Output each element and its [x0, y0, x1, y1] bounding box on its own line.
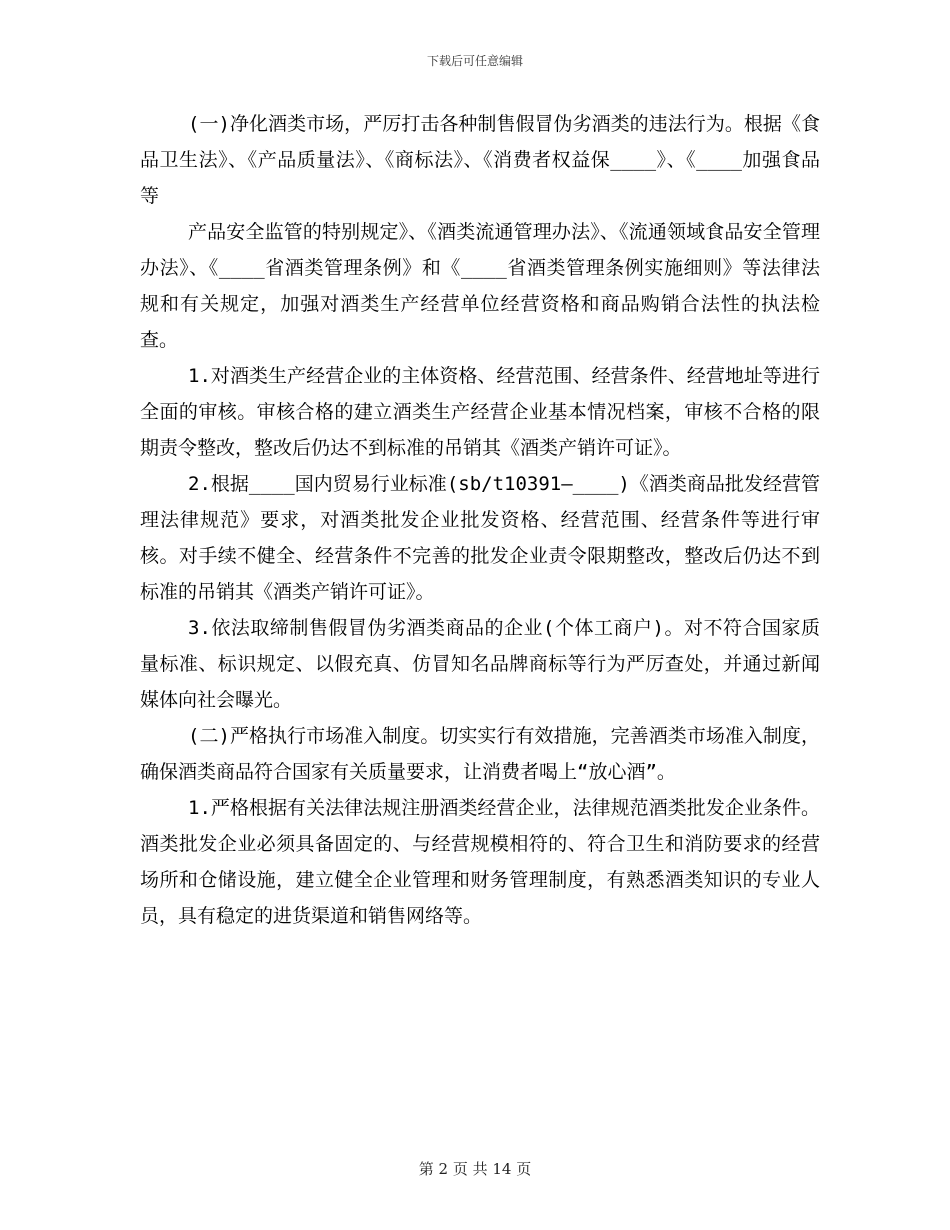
paragraph-1: (一)净化酒类市场，严厉打击各种制售假冒伪劣酒类的违法行为。根据《食品卫生法》、《产品质量法》、《商标法》、《消费者权益保____》、《____加强食品等: [140, 113, 820, 207]
paragraph-5: 3.依法取缔制售假冒伪劣酒类商品的企业(个体工商户)。对不符合国家质量标准、标识规定、以假充真、仿冒知名品牌商标等行为严厉查处，并通过新闻媒体向社会曝光。: [140, 617, 820, 711]
page-number: 第 2 页 共 14 页: [418, 1160, 532, 1178]
document-body: [140, 106, 820, 934]
paragraph-7: 1.严格根据有关法律法规注册酒类经营企业，法律规范酒类批发企业条件。酒类批发企业必须具备固定的、与经营规模相符的、符合卫生和消防要求的经营场所和仓储设施，建立健全企业管理和财务管理制度，有熟悉酒类知识的专业人员，具有稳定的进货渠道和销售网络等。: [140, 797, 820, 927]
paragraph-3: 1.对酒类生产经营企业的主体资格、经营范围、经营条件、经营地址等进行全面的审核。审核合格的建立酒类生产经营企业基本情况档案，审核不合格的限期责令整改，整改后仍达不到标准的吊销其《酒类产销许可证》。: [140, 365, 820, 459]
page-header-note: 下载后可任意编辑: [426, 54, 523, 68]
paragraph-6: (二)严格执行市场准入制度。切实实行有效措施，完善酒类市场准入制度，确保酒类商品符合国家有关质量要求，让消费者喝上“放心酒”。: [140, 725, 820, 783]
paragraph-2: 产品安全监管的特别规定》、《酒类流通管理办法》、《流通领域食品安全管理办法》、《____省酒类管理条例》和《____省酒类管理条例实施细则》等法律法规和有关规定，加强对酒类生产经营单位经营资格和商品购销合法性的执法检查。: [140, 221, 820, 351]
paragraph-4: 2.根据____国内贸易行业标准(sb/t10391—____)《酒类商品批发经营管理法律规范》要求，对酒类批发企业批发资格、经营范围、经营条件等进行审核。对手续不健全、经营条件不完善的批发企业责令限期整改，整改后仍达不到标准的吊销其《酒类产销许可证》。: [140, 473, 820, 603]
